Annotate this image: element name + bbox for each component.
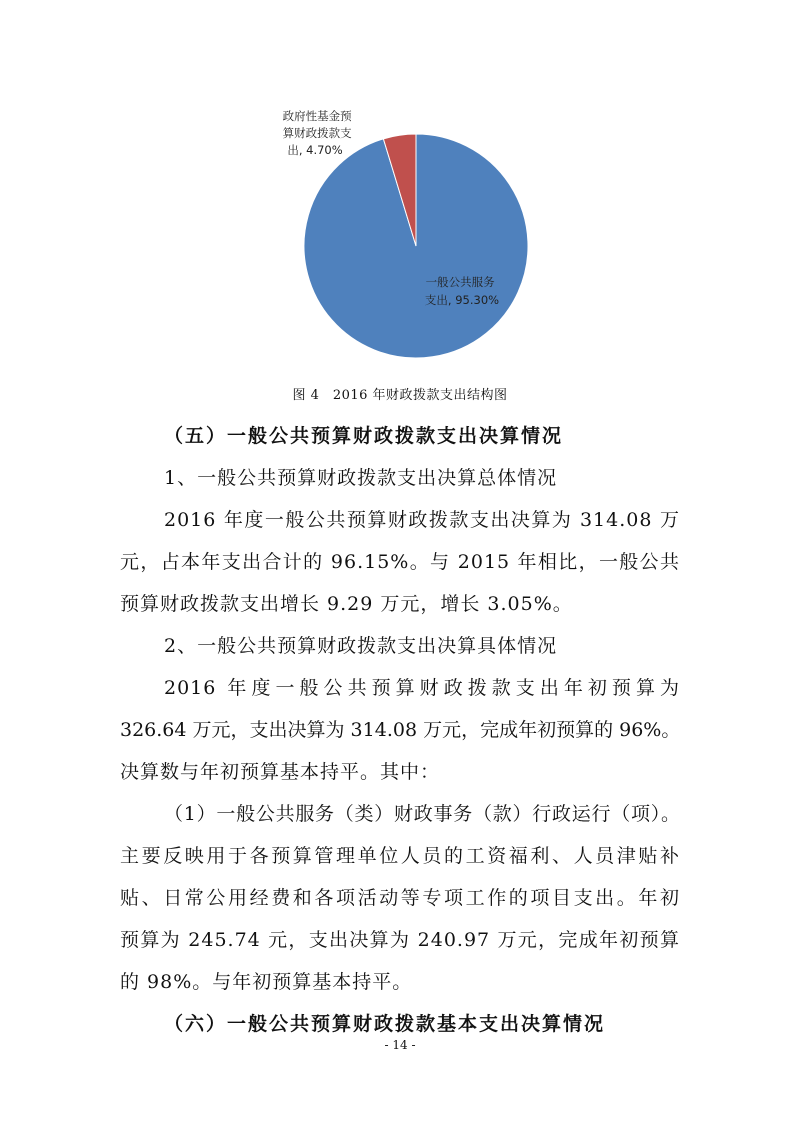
paragraph-line: 决算数与年初预算基本持平。其中： (120, 761, 441, 783)
paragraph-line: 2016 年度一般公共预算财政拨款支出年初预算为 (164, 677, 680, 699)
pie-label-line: 支出, 95.30% (424, 293, 500, 307)
section-heading-five: （五）一般公共预算财政拨款支出决算情况 (164, 425, 564, 447)
paragraph-line: 主要反映用于各预算管理单位人员的工资福利、人员津贴补 (120, 845, 680, 867)
paragraph-line: 326.64 万元，支出决算为 314.08 万元，完成年初预算的 96%。 (120, 719, 681, 741)
pie-slices (304, 134, 528, 358)
paragraph-line: 贴、日常公用经费和各项活动等专项工作的项目支出。年初 (120, 887, 680, 909)
paragraph-line: 元，占本年支出合计的 96.15%。与 2015 年相比，一般公共 (120, 551, 680, 573)
paragraph-line: （1）一般公共服务（类）财政事务（款）行政运行（项）。 (164, 803, 680, 825)
pie-label-line: 政府性基金预 (282, 109, 352, 123)
subheading-overall: 1、一般公共预算财政拨款支出决算总体情况 (164, 467, 558, 489)
pie-label-government-fund (283, 109, 356, 157)
pie-chart (0, 0, 800, 380)
pie-label-line: 出, 4.70% (287, 143, 343, 157)
paragraph-line: 的 98%。与年初预算基本持平。 (120, 971, 413, 993)
pie-label-line: 算财政拨款支 (282, 126, 352, 140)
paragraph-line: 预算财政拨款支出增长 9.29 万元，增长 3.05%。 (120, 593, 573, 615)
section-heading-six: （六）一般公共预算财政拨款基本支出决算情况 (164, 1013, 606, 1035)
paragraph-line: 2016 年度一般公共预算财政拨款支出决算为 314.08 万 (164, 509, 680, 531)
pie-label-line: 一般公共服务 (425, 275, 495, 289)
page-number: - 14 - (384, 1038, 416, 1052)
figure-caption: 图 4 2016 年财政拨款支出结构图 (292, 388, 508, 403)
paragraph-line: 预算为 245.74 元，支出决算为 240.97 万元，完成年初预算 (120, 929, 680, 951)
subheading-detail: 2、一般公共预算财政拨款支出决算具体情况 (164, 635, 558, 657)
